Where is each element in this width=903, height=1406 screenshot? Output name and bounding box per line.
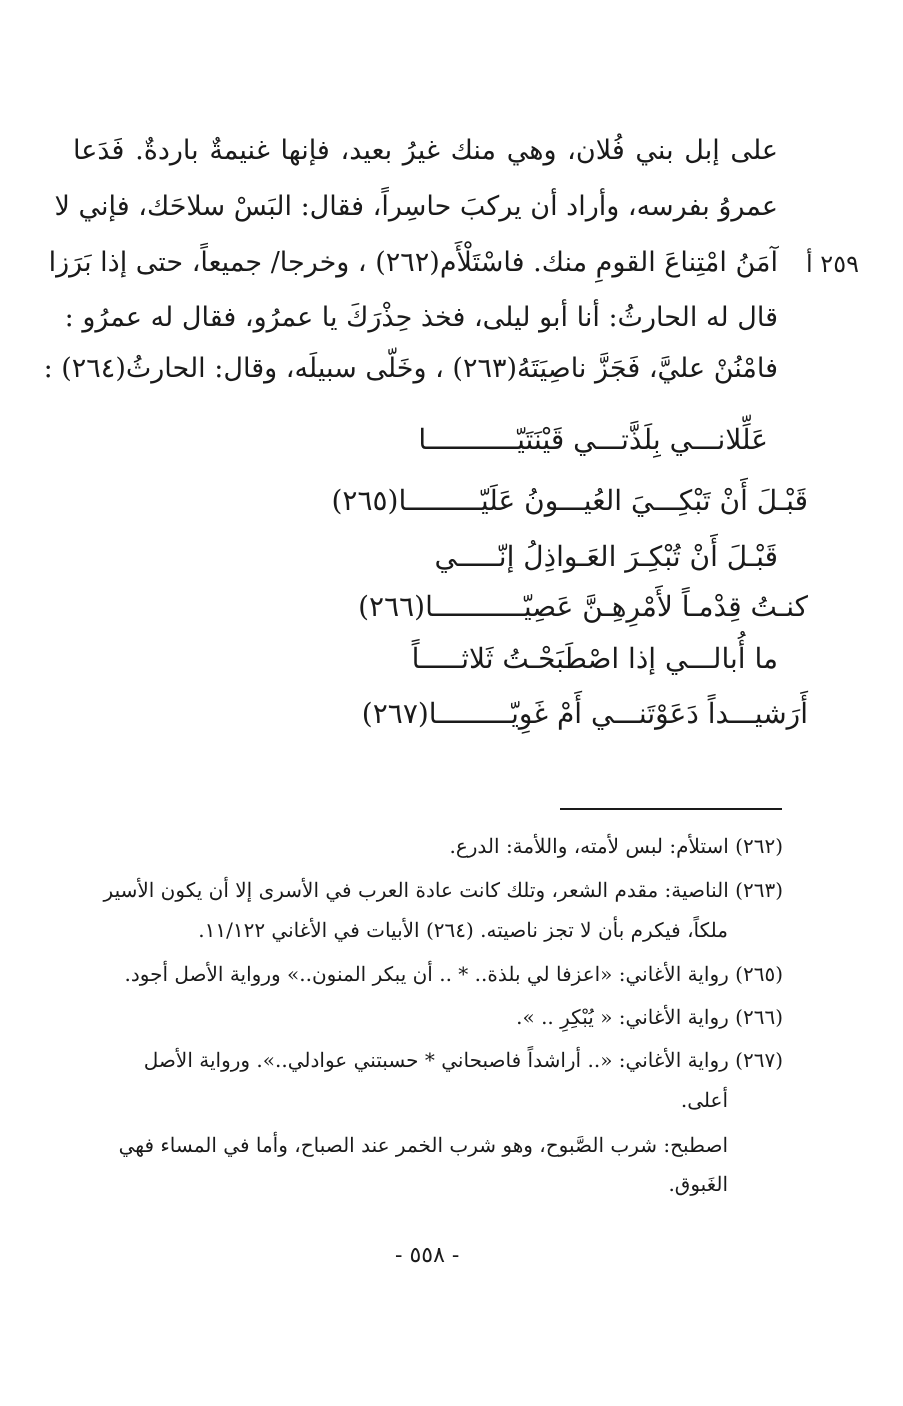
footnote-267-line-1: (٢٦٧) رواية الأغاني: «.. أراشداً فاصبحاني * حسبتني عوادلي..». ورواية الأصل (143, 1048, 783, 1072)
footnote-separator (560, 808, 782, 810)
body-line-3: آمَنُ امْتِناعَ القومِ منك. فاسْتَلْأَم(٢٦٢) ، وخرجا/ جميعاً، حتى إذا بَرَزا (48, 247, 778, 278)
verse-5: ما أُبالـــي إذا اصْطَبَحْـتُ ثَلاثـــــاً (411, 642, 778, 675)
footnote-267-line-2: أعلى. (680, 1088, 728, 1112)
verse-3: قَبْـلَ أَنْ تُبْكِـرَ العَـواذِلُ إنّـــــي (434, 540, 778, 573)
footnote-263-264: ملكاً، فيكرم بأن لا تجز ناصيته. (٢٦٤) الأبيات في الأغاني ١١/١٢٢. (198, 918, 728, 942)
body-line-5: فامْنُنْ عليَّ، فَجَزَّ ناصِيَتَهُ(٢٦٣) ، وخَلّى سبيلَه، وقال: الحارثُ(٢٦٤) : (43, 353, 778, 384)
body-line-2: عمروُ بفرسه، وأراد أن يركبَ حاسِراً، فقال: البَسْ سلاحَك، فإني لا (54, 191, 778, 222)
footnote-262: (٢٦٢) استلأم: لبس لأمته، واللأمة: الدرع. (449, 834, 783, 858)
verse-4: كنـتُ قِدْمـاً لأَمْرِهِـنَّ عَصِيّـــــــــــا(٢٦٦) (358, 590, 808, 623)
page-number: - ٥٥٨ - (395, 1243, 460, 1268)
margin-folio-note: ٢٥٩ أ (806, 250, 859, 278)
body-line-4: قال له الحارثُ: أنا أبو ليلى، فخذ حِذْرَكَ يا عمرُو، فقال له عمرُو : (64, 302, 778, 333)
footnote-265: (٢٦٥) رواية الأغاني: «اعزفا لي بلذة.. * .. أن يبكر المنون..» ورواية الأصل أجود. (124, 962, 783, 986)
footnote-note-line-2: الغَبوق. (668, 1172, 728, 1196)
body-line-1: على إبل بني فُلان، وهي منك غيرُ بعيد، فإنها غنيمةٌ باردةٌ. فَدَعا (73, 135, 778, 166)
footnote-note-line-1: اصطبح: شرب الصَّبوح، وهو شرب الخمر عند الصباح، وأما في المساء فهي (118, 1133, 728, 1157)
verse-6: أَرَشيـــداً دَعَوْتَنـــي أَمْ غَوِيّـــــــــا(٢٦٧) (361, 697, 808, 730)
footnote-266: (٢٦٦) رواية الأغاني: « يُبْكِرِ .. ». (516, 1005, 783, 1029)
verse-2: قَبْـلَ أَنْ تَبْكِـــيَ العُيـــونُ عَلَيّـــــــــا(٢٦٥) (331, 484, 808, 517)
footnote-263-line-1: (٢٦٣) الناصية: مقدم الشعر، وتلك كانت عادة العرب في الأسرى إلا أن يكون الأسير (103, 878, 783, 902)
verse-1: عَلِّلانـــي بِلَذَّتـــي قَيْنَتَيّـــــــــــا (418, 423, 768, 456)
